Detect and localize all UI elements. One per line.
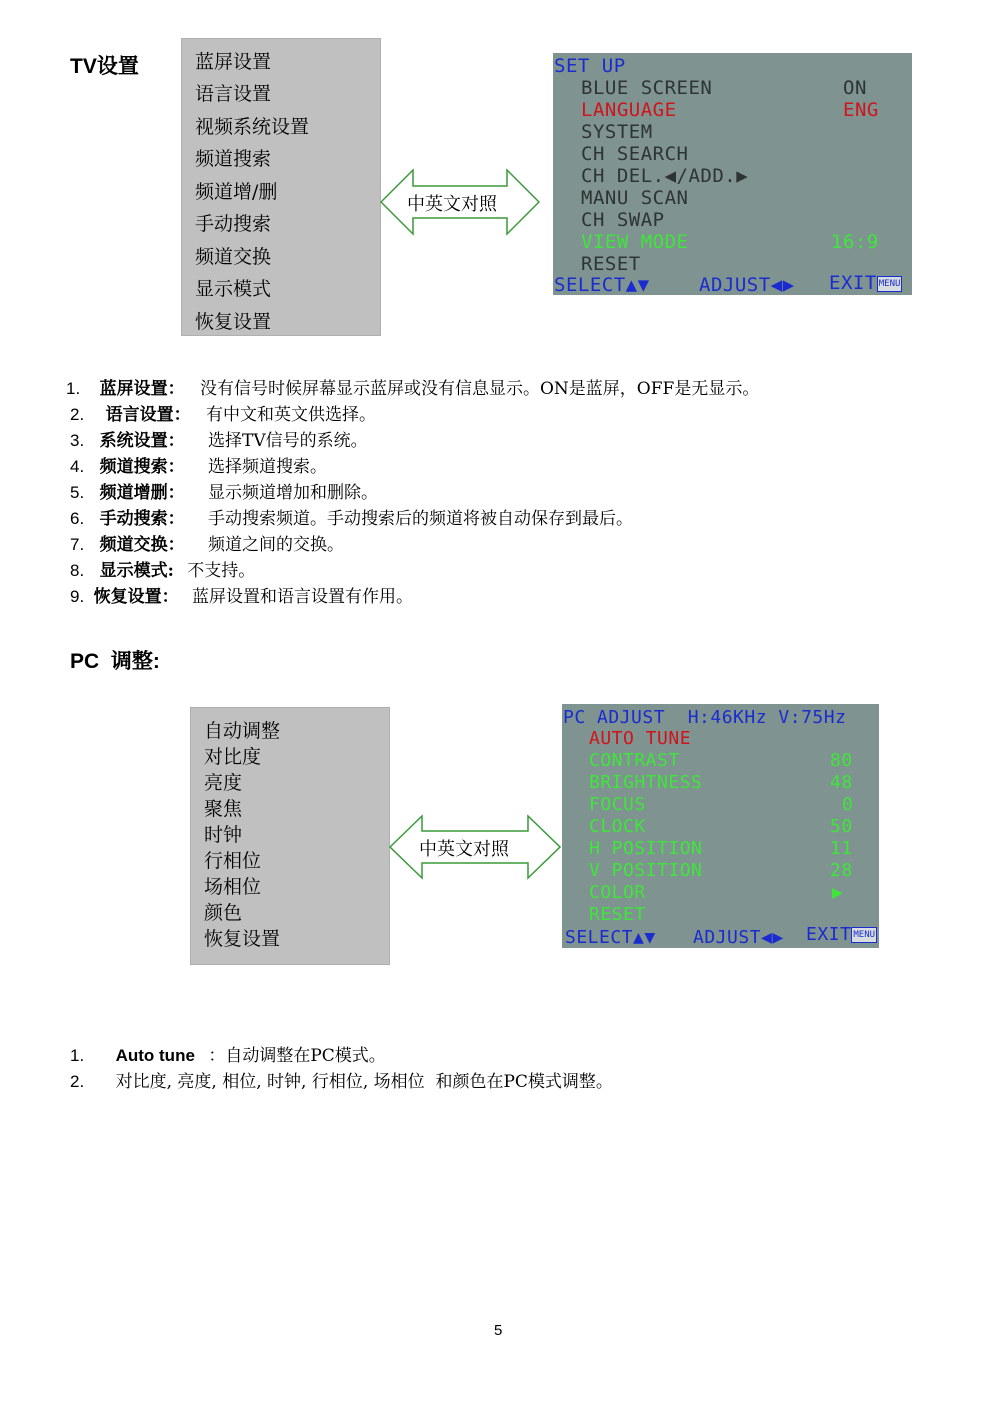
pc-osd-row-label: BRIGHTNESS xyxy=(589,772,703,793)
tv-desc-line xyxy=(70,556,255,581)
desc-num: 6. xyxy=(70,509,85,528)
tv-desc-line xyxy=(70,504,633,529)
desc-label: 恢复设置： xyxy=(93,587,179,607)
desc-label: 显示模式: xyxy=(99,561,174,581)
desc-label: 频道增删： xyxy=(99,483,185,503)
desc-text: 有中文和英文供选择。 xyxy=(206,405,376,425)
pc-osd-header: PC ADJUST H:46KHz V:75Hz xyxy=(563,707,847,728)
tv-menu-cn-item: 视频系统设置 xyxy=(195,116,310,138)
pc-menu-cn-item: 行相位 xyxy=(204,850,262,872)
tv-section-title xyxy=(70,50,139,80)
tv-double-arrow xyxy=(380,168,540,236)
pc-osd-row-label: V POSITION xyxy=(589,860,703,881)
tv-desc-line xyxy=(70,530,344,555)
desc-text: 显示频道增加和删除。 xyxy=(208,483,378,503)
page-number: 5 xyxy=(494,1322,503,1339)
desc-text: 手动搜索频道。手动搜索后的频道将被自动保存到最后。 xyxy=(208,509,633,529)
tv-desc-line xyxy=(70,452,327,477)
pc-osd-row-value: 50 xyxy=(830,816,853,837)
tv-osd-row-value: ON xyxy=(843,77,867,99)
desc-text: 没有信号时候屏幕显示蓝屏或没有信息显示。ON是蓝屏，OFF是无显示。 xyxy=(200,379,760,399)
tv-osd-row-label: MANU SCAN xyxy=(581,187,689,209)
pc-double-arrow xyxy=(389,814,561,880)
tv-osd-exit-label: EXIT xyxy=(829,272,877,294)
pc-osd-screenshot xyxy=(562,704,879,948)
desc-label: 语言设置： xyxy=(105,405,191,425)
tv-osd-screenshot xyxy=(553,53,912,295)
tv-desc-line xyxy=(66,374,759,399)
tv-osd-footer-adjust: ADJUST◀▶ xyxy=(699,274,795,295)
pc-menu-cn-item: 对比度 xyxy=(204,746,262,768)
tv-osd-row-label: CH DEL.◀/ADD.▶ xyxy=(581,165,749,187)
pc-section-title xyxy=(70,645,160,675)
pc-menu-cn-item: 聚焦 xyxy=(204,798,243,820)
pc-osd-row-value: 11 xyxy=(830,838,853,859)
pc-osd-row-label-selected: AUTO TUNE xyxy=(589,728,692,749)
pc-menu-cn-item: 时钟 xyxy=(204,824,243,846)
desc-label: 手动搜索： xyxy=(99,509,185,529)
tv-osd-row-label: SYSTEM xyxy=(581,121,653,143)
tv-osd-header: SET UP xyxy=(554,55,626,77)
desc-label: 频道交换： xyxy=(99,535,185,555)
tv-osd-row-label: CH SWAP xyxy=(581,209,665,231)
tv-desc-line xyxy=(70,478,378,503)
desc-num: 8. xyxy=(70,561,85,580)
pc-osd-row-value: ▶ xyxy=(832,882,844,903)
pc-menu-cn-item: 场相位 xyxy=(204,876,262,898)
desc-num: 5. xyxy=(70,483,85,502)
tv-menu-cn-item: 频道增/删 xyxy=(195,181,278,203)
desc-num: 2. xyxy=(70,1072,85,1091)
tv-arrow-label: 中英文对照 xyxy=(407,194,497,215)
pc-osd-row-value: 80 xyxy=(830,750,853,771)
tv-osd-footer-select: SELECT▲▼ xyxy=(554,274,650,295)
pc-osd-row-label: CONTRAST xyxy=(589,750,680,771)
tv-osd-row-label-selected: LANGUAGE xyxy=(581,99,677,121)
pc-osd-row-label: CLOCK xyxy=(589,816,646,837)
pc-osd-exit-label: EXIT xyxy=(806,924,852,945)
pc-menu-cn-item: 亮度 xyxy=(204,772,243,794)
desc-num: 9. xyxy=(70,587,85,606)
tv-menu-cn-item: 频道搜索 xyxy=(195,148,272,170)
pc-desc-line xyxy=(70,1041,386,1066)
pc-osd-row-label: COLOR xyxy=(589,882,646,903)
tv-desc-line xyxy=(70,582,413,607)
pc-arrow-label: 中英文对照 xyxy=(419,839,509,860)
pc-menu-cn-item: 恢复设置 xyxy=(204,928,281,950)
pc-menu-cn-item: 自动调整 xyxy=(204,720,281,742)
desc-label: Auto tune xyxy=(115,1046,195,1065)
pc-osd-row-label: FOCUS xyxy=(589,794,646,815)
tv-title: TV设置 xyxy=(70,55,139,78)
tv-menu-cn-box xyxy=(181,38,381,336)
tv-osd-row-value-disabled: 16:9 xyxy=(831,231,879,253)
tv-menu-cn-item: 显示模式 xyxy=(195,278,272,300)
desc-text: 蓝屏设置和语言设置有作用。 xyxy=(192,587,413,607)
desc-text: ：自动调整在PC模式。 xyxy=(208,1046,386,1066)
desc-num: 1. xyxy=(70,1046,85,1065)
pc-title: PC 调整: xyxy=(70,650,160,673)
tv-menu-cn-item: 手动搜索 xyxy=(195,213,272,235)
tv-osd-row-label: RESET xyxy=(581,253,641,275)
desc-label: 系统设置： xyxy=(99,431,185,451)
desc-text: 不支持。 xyxy=(187,561,256,581)
desc-num: 1. xyxy=(66,379,81,398)
pc-osd-row-label: H POSITION xyxy=(589,838,703,859)
tv-menu-cn-item: 语言设置 xyxy=(195,83,272,105)
tv-desc-line xyxy=(70,400,376,425)
pc-osd-row-value: 0 xyxy=(842,794,854,815)
tv-osd-row-label: CH SEARCH xyxy=(581,143,689,165)
desc-num: 7. xyxy=(70,535,85,554)
desc-num: 2. xyxy=(70,405,85,424)
tv-menu-cn-item: 恢复设置 xyxy=(195,311,272,333)
tv-menu-cn-item: 频道交换 xyxy=(195,246,272,268)
tv-osd-footer-exit xyxy=(829,274,902,293)
desc-text: 对比度, 亮度, 相位, 时钟, 行相位, 场相位 和颜色在PC模式调整。 xyxy=(115,1072,613,1092)
pc-osd-row-value: 48 xyxy=(830,772,853,793)
desc-label: 频道搜索： xyxy=(99,457,185,477)
tv-desc-line xyxy=(70,426,368,451)
tv-osd-row-value-selected: ENG xyxy=(843,99,879,121)
pc-desc-line xyxy=(70,1067,613,1092)
pc-menu-cn-item: 颜色 xyxy=(204,902,243,924)
pc-osd-row-label: RESET xyxy=(589,904,646,925)
desc-label: 蓝屏设置： xyxy=(99,379,185,399)
desc-text: 选择频道搜索。 xyxy=(208,457,327,477)
desc-num: 3. xyxy=(70,431,85,450)
pc-menu-cn-box xyxy=(190,707,390,965)
pc-osd-footer-exit xyxy=(806,926,877,944)
menu-icon: MENU xyxy=(877,276,903,292)
menu-icon: MENU xyxy=(851,927,877,943)
tv-osd-row-label: BLUE SCREEN xyxy=(581,77,713,99)
desc-num: 4. xyxy=(70,457,85,476)
tv-osd-row-label-disabled: VIEW MODE xyxy=(581,231,689,253)
tv-menu-cn-item: 蓝屏设置 xyxy=(195,51,272,73)
pc-osd-footer-select: SELECT▲▼ xyxy=(565,927,656,948)
desc-text: 频道之间的交换。 xyxy=(208,535,344,555)
pc-osd-row-value: 28 xyxy=(830,860,853,881)
desc-text: 选择TV信号的系统。 xyxy=(208,431,368,451)
pc-osd-footer-adjust: ADJUST◀▶ xyxy=(693,927,784,948)
